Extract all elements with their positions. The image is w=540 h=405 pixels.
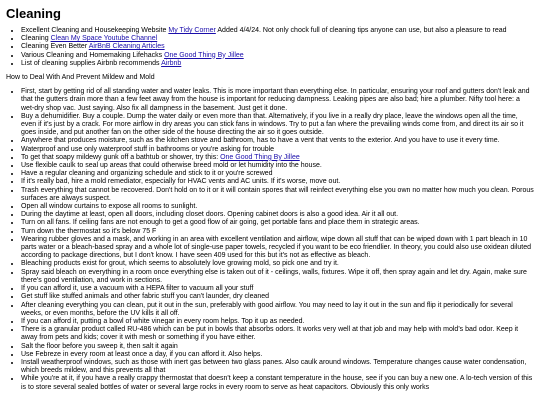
tip-item <box>21 351 534 359</box>
tip-item <box>21 162 534 170</box>
item-text: Turn on all fans. If ceiling fans are not enough to get a good flow of air going, get portable fans and place them in strategic areas. <box>21 219 420 227</box>
item-text: During the daytime at least, open all doors, including closet doors. Opening cabinet doors is also a good idea. Air it all out. <box>21 211 399 219</box>
tip-item <box>21 326 534 342</box>
resource-item <box>21 27 534 35</box>
item-link[interactable]: AirBnB Cleaning Articles <box>88 43 165 51</box>
item-text: Cleaning Even Better <box>21 43 89 51</box>
item-text: Install weatherproof windows, such as those with inert gas between two glass panes. Also caulk around windows. Temperature changes cause water condensation, which breeds mildew, and this prevents all that <box>21 358 527 375</box>
tip-item <box>21 211 534 219</box>
tip-item <box>21 293 534 301</box>
item-text: After cleaning everything you can clean, put it out in the sun, preferably with good airflow. You may need to lay it out in the sun and flip it periodically for several weeks, or even months, before the UV kills it all off. <box>21 301 513 317</box>
tip-item <box>21 178 534 186</box>
item-text: Excellent Cleaning and Housekeeping Website <box>21 27 169 34</box>
tip-item <box>21 219 534 227</box>
tip-item <box>21 236 534 261</box>
tip-item <box>21 88 534 113</box>
tip-item <box>21 137 534 145</box>
item-text: There is a granular product called RU-486 which can be put in bowls that absorbs odors. It works very well at that job and may help with mold's bad odor. Keep it away from pets and kids; cover it with mesh or something if you have either. <box>21 326 519 342</box>
item-text: Get stuff like stuffed animals and other fabric stuff you can't launder, dry cleaned <box>21 293 270 301</box>
item-text: Use flexible caulk to seal up areas that could otherwise breed mold or let humidity into the house. <box>21 162 322 170</box>
item-text: If you can afford it, putting a bowl of white vinegar in every room helps. Top it up as needed. <box>21 317 305 325</box>
tip-item <box>21 285 534 293</box>
resource-item <box>21 43 534 51</box>
tip-item <box>21 375 534 391</box>
tip-item <box>21 359 534 375</box>
item-link[interactable]: Clean My Space Youtube Channel <box>50 35 158 43</box>
item-text: Trash everything that cannot be recovered. Don't hold on to it or it will contain spores that will reinfect everything else you own no matter how much you clean. Porous surfaces are always suspect. <box>21 186 534 202</box>
item-text: Waterproof and use only waterproof stuff in bathrooms or you're asking for trouble <box>21 145 275 153</box>
tips-list <box>6 88 534 392</box>
tip-item <box>21 228 534 236</box>
item-link[interactable]: One Good Thing By Jillee <box>164 51 244 59</box>
item-text: Buy a dehumidifier. Buy a couple. Dump the water daily or even more than that. Alternatively, if you live in a really dry place, leave the windows open all the time, even if it's just by a crack. For more airflow in dry areas you can stick fans in windows. Try to put a fan where the prevailing winds come from, and direct its air so it goes inside, and put another fan on the other side of the house directing the air so it goes outside. <box>21 112 524 137</box>
item-text: Turn down the thermostat so it's below 75 F <box>21 227 157 235</box>
tip-item <box>21 154 534 162</box>
tip-item <box>21 113 534 138</box>
section-heading: How to Deal With And Prevent Mildew and Mold <box>6 74 155 82</box>
item-link[interactable]: My Tidy Corner <box>168 27 216 34</box>
item-text: Use Febreze in every room at least once a day, if you can afford it. Also helps. <box>21 350 263 358</box>
tip-item <box>21 269 534 285</box>
tip-item <box>21 343 534 351</box>
resource-item <box>21 52 534 60</box>
item-text: If you can afford it, use a vacuum with a HEPA filter to vacuum all your stuff <box>21 285 254 293</box>
item-text: Anywhere that produces moisture, such as the kitchen stove and bathroom, has to have a vent that vents to the exterior. And you have to use it every time. <box>21 137 500 145</box>
item-text: Bleaching products exist for grout, which seems to absolutely love growing mold, so pick one and try it. <box>21 260 339 268</box>
item-text: While you're at it, if you have a really crappy thermostat that doesn't keep a constant temperature in the house, see if you can buy a new one. A lo-tech version of this is to store several sealed bottles of water or several large rocks in every room to serve as heat capacitors. Obviously this only works <box>21 375 533 391</box>
item-text-after: Added 4/4/24. Not only chock full of cleaning tips anyone can use, but also a pleasure to read <box>215 27 507 34</box>
tip-item <box>21 318 534 326</box>
tip-item <box>21 146 534 154</box>
tip-item <box>21 260 534 268</box>
item-text: Various Cleaning and Homemaking Lifehacks <box>21 51 165 59</box>
resources-list <box>6 27 534 68</box>
item-text: Wearing rubber gloves and a mask, and working in an area with excellent ventilation and airflow, wipe down all stuff that can be wiped down with 1 part bleach in 10 parts water or a bleach-based spray and a whole lot of single-use paper towels, recycled if you want to be eco friendlier. In theory, you could also use oxidean diluted according to package directions, but I don't know. I have seen 409 used for this but it's not as effective as bleach. <box>21 235 531 260</box>
tip-item <box>21 187 534 203</box>
tip-item <box>21 302 534 318</box>
item-text: Have a regular cleaning and organizing schedule and stick to it or you're screwed <box>21 170 273 178</box>
item-text: First, start by getting rid of all standing water and water leaks. This is more important than everything else. In particular, ensuring your roof and gutters don't leak and that the gutters drain more than a few feet away from the house is important for reducing dampness. Leaking pipes are also bad; hire a plumber. Nifty tool here: a wet-dry shop vac. Just saying. Also fix all dampness in the basement. Just get it done. <box>21 88 530 112</box>
resource-item <box>21 35 534 43</box>
tip-item <box>21 203 534 211</box>
item-text: List of cleaning supplies Airbnb recommends <box>21 59 162 67</box>
item-link[interactable]: One Good Thing By Jillee <box>220 153 300 161</box>
resource-item <box>21 60 534 68</box>
tip-item <box>21 170 534 178</box>
item-link[interactable]: Airbnb <box>161 59 182 67</box>
item-text: To get that soapy mildewy gunk off a bathtub or shower, try this: <box>21 153 221 161</box>
item-text: If it's really bad, hire a mold remediator, especially for HVAC vents and AC units. If it's worse, move out. <box>21 178 341 186</box>
item-text: Spray said bleach on everything in a room once everything else is taken out of it - ceilings, walls, fixtures. Wipe it off, then spray again and let dry. Again, make sure there's good ventilation, and work in sections. <box>21 268 527 284</box>
item-text: Open all window curtains to expose all rooms to sunlight. <box>21 203 198 211</box>
item-text: Cleaning <box>21 35 51 43</box>
item-text: Salt the floor before you sweep it, then salt it again <box>21 342 178 350</box>
page-title: Cleaning <box>6 6 61 21</box>
